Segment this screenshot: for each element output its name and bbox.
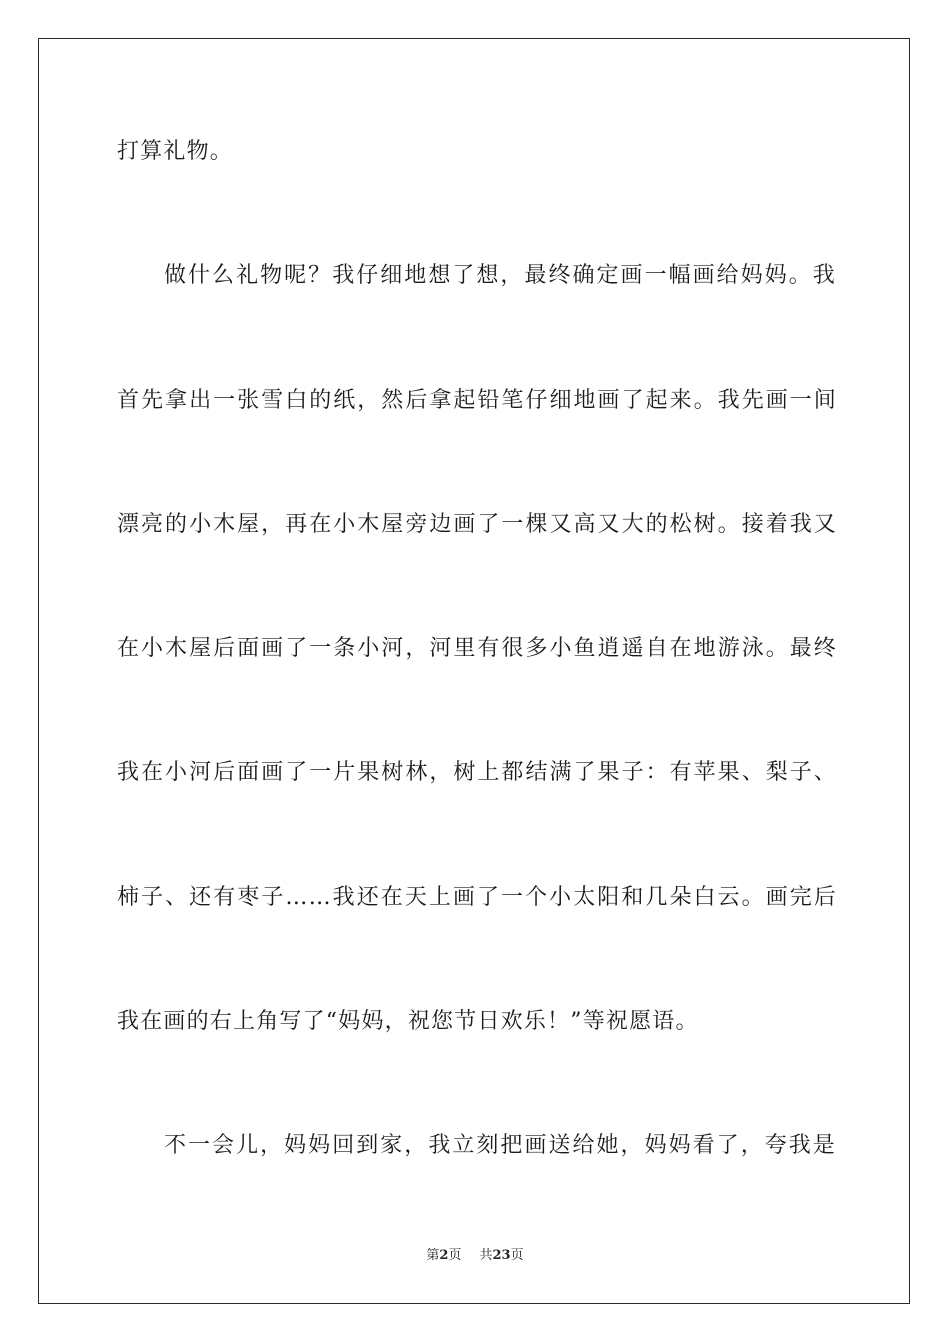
page-number: 2 (439, 1248, 449, 1263)
total-pages: 23 (492, 1248, 511, 1263)
text-line-9: 不一会儿，妈妈回到家，我立刻把画送给她，妈妈看了，夸我是 (164, 1133, 836, 1158)
page-suffix: 页 (448, 1248, 462, 1263)
text-line-1: 打算礼物。 (117, 139, 234, 164)
text-line-5: 在小木屋后面画了一条小河，河里有很多小鱼逍遥自在地游泳。最终 (117, 636, 837, 661)
total-prefix: 共 (479, 1248, 493, 1263)
text-line-4: 漂亮的小木屋，再在小木屋旁边画了一棵又高又大的松树。接着我又 (117, 512, 837, 537)
text-line-2: 做什么礼物呢？我仔细地想了想，最终确定画一幅画给妈妈。我 (164, 263, 836, 288)
page-prefix: 第 (426, 1248, 440, 1263)
page-footer (0, 1247, 950, 1265)
total-suffix: 页 (510, 1248, 524, 1263)
text-line-8: 我在画的右上角写了“妈妈，祝您节日欢乐！”等祝愿语。 (117, 1009, 699, 1034)
page-border (38, 38, 910, 1304)
text-line-6: 我在小河后面画了一片果树林，树上都结满了果子：有苹果、梨子、 (117, 760, 837, 785)
text-line-3: 首先拿出一张雪白的纸，然后拿起铅笔仔细地画了起来。我先画一间 (117, 388, 837, 413)
text-line-7: 柿子、还有枣子……我还在天上画了一个小太阳和几朵白云。画完后 (117, 885, 837, 910)
